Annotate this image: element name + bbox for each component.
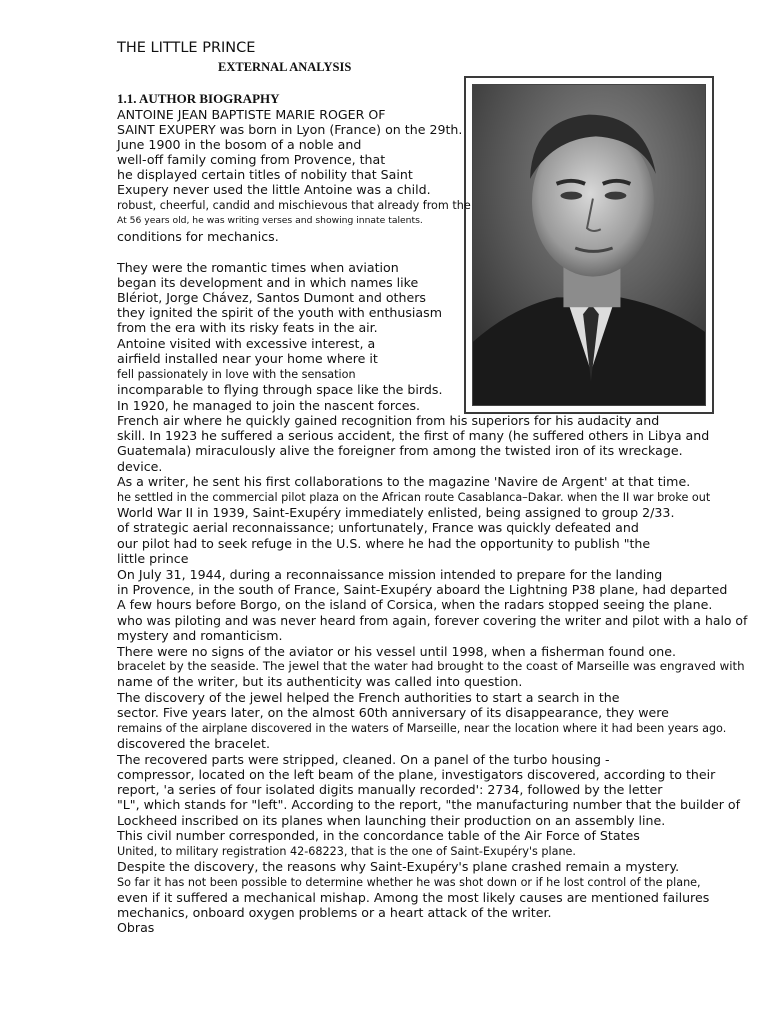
text-line: even if it suffered a mechanical mishap. Among the most likely causes are mentioned failures — [117, 890, 710, 905]
text-line: A few hours before Borgo, on the island of Corsica, when the radars stopped seeing the plane. — [117, 597, 713, 612]
text-line: Lockheed inscribed on its planes when launching their production on an assembly line. — [117, 813, 666, 828]
text-line: who was piloting and was never heard from again, forever covering the writer and pilot with a halo of — [117, 613, 748, 628]
text-line: sector. Five years later, on the almost 60th anniversary of its disappearance, they were — [117, 705, 669, 720]
text-line: "L", which stands for "left". According to the report, "the manufacturing number that the builder of — [117, 797, 741, 812]
text-line: discovered the bracelet. — [117, 736, 270, 751]
text-line: mechanics, onboard oxygen problems or a heart attack of the writer. — [117, 905, 552, 920]
text-line: This civil number corresponded, in the concordance table of the Air Force of States — [117, 828, 640, 843]
text-line: On July 31, 1944, during a reconnaissance mission intended to prepare for the landing — [117, 567, 663, 582]
text-line: French air where he quickly gained recognition from his superiors for his audacity and — [117, 413, 660, 428]
text-line: ANTOINE JEAN BAPTISTE MARIE ROGER OF — [117, 107, 386, 122]
text-line: compressor, located on the left beam of the plane, investigators discovered, according to their — [117, 767, 716, 782]
text-line: conditions for mechanics. — [117, 229, 279, 244]
text-line: report, 'a series of four isolated digits manually recorded': 2734, followed by the letter — [117, 782, 663, 797]
text-line: device. — [117, 459, 163, 474]
text-line: Antoine visited with excessive interest, a — [117, 336, 376, 351]
text-line: remains of the airplane discovered in the waters of Marseille, near the location where it had been years ago. — [117, 722, 727, 735]
text-line: They were the romantic times when aviation — [117, 260, 399, 275]
text-line: he settled in the commercial pilot plaza on the African route Casablanca–Dakar. when the II war broke out — [117, 491, 711, 504]
author-portrait — [472, 84, 706, 406]
text-line: little prince — [117, 551, 189, 566]
text-line: in Provence, in the south of France, Saint-Exupéry aboard the Lightning P38 plane, had departed — [117, 582, 728, 597]
text-line: he displayed certain titles of nobility that Saint — [117, 167, 413, 182]
text-line: Guatemala) miraculously alive the foreigner from among the twisted iron of its wreckage. — [117, 443, 683, 458]
text-line: incomparable to flying through space like the birds. — [117, 382, 443, 397]
text-line: name of the writer, but its authenticity was called into question. — [117, 674, 523, 689]
text-line: well-off family coming from Provence, that — [117, 152, 386, 167]
text-line: At 56 years old, he was writing verses and showing innate talents. — [117, 215, 423, 226]
text-line: Despite the discovery, the reasons why Saint-Exupéry's plane crashed remain a mystery. — [117, 859, 680, 874]
text-line: they ignited the spirit of the youth with enthusiasm — [117, 305, 442, 320]
section-heading: 1.1. AUTHOR BIOGRAPHY — [117, 91, 280, 106]
text-line: our pilot had to seek refuge in the U.S. where he had the opportunity to publish "the — [117, 536, 651, 551]
author-portrait-frame — [464, 76, 714, 414]
text-line: Exupery never used the little Antoine was a child. — [117, 182, 431, 197]
text-line: June 1900 in the bosom of a noble and — [117, 137, 362, 152]
text-line: fell passionately in love with the sensation — [117, 368, 356, 381]
text-line: bracelet by the seaside. The jewel that the water had brought to the coast of Marseille was engraved with — [117, 659, 745, 673]
text-line: skill. In 1923 he suffered a serious accident, the first of many (he suffered others in Libya and — [117, 428, 710, 443]
text-line: World War II in 1939, Saint-Exupéry immediately enlisted, being assigned to group 2/33. — [117, 505, 675, 520]
text-line: United, to military registration 42-68223, that is the one of Saint-Exupéry's plane. — [117, 845, 576, 858]
document-title: THE LITTLE PRINCE — [117, 40, 256, 56]
text-line: The recovered parts were stripped, cleaned. On a panel of the turbo housing - — [117, 752, 610, 767]
text-line: So far it has not been possible to determine whether he was shot down or if he lost control of the plane, — [117, 876, 701, 889]
text-line: There were no signs of the aviator or his vessel until 1998, when a fisherman found one. — [117, 644, 676, 659]
text-line: SAINT EXUPERY was born in Lyon (France) on the 29th. — [117, 122, 463, 137]
text-line: from the era with its risky feats in the air. — [117, 320, 378, 335]
text-line: In 1920, he managed to join the nascent forces. — [117, 398, 421, 413]
text-line: began its development and in which names like — [117, 275, 419, 290]
text-line: Obras — [117, 920, 155, 935]
text-line: mystery and romanticism. — [117, 628, 283, 643]
text-line: Blériot, Jorge Chávez, Santos Dumont and others — [117, 290, 426, 305]
text-line: robust, cheerful, candid and mischievous that already from the — [117, 199, 471, 212]
text-line: As a writer, he sent his first collaborations to the magazine 'Navire de Argent' at that time. — [117, 474, 691, 489]
portrait-image — [473, 85, 705, 405]
text-line: airfield installed near your home where it — [117, 351, 378, 366]
document-subtitle: EXTERNAL ANALYSIS — [218, 60, 352, 74]
text-line: of strategic aerial reconnaissance; unfortunately, France was quickly defeated and — [117, 520, 639, 535]
text-line: The discovery of the jewel helped the French authorities to start a search in the — [117, 690, 620, 705]
